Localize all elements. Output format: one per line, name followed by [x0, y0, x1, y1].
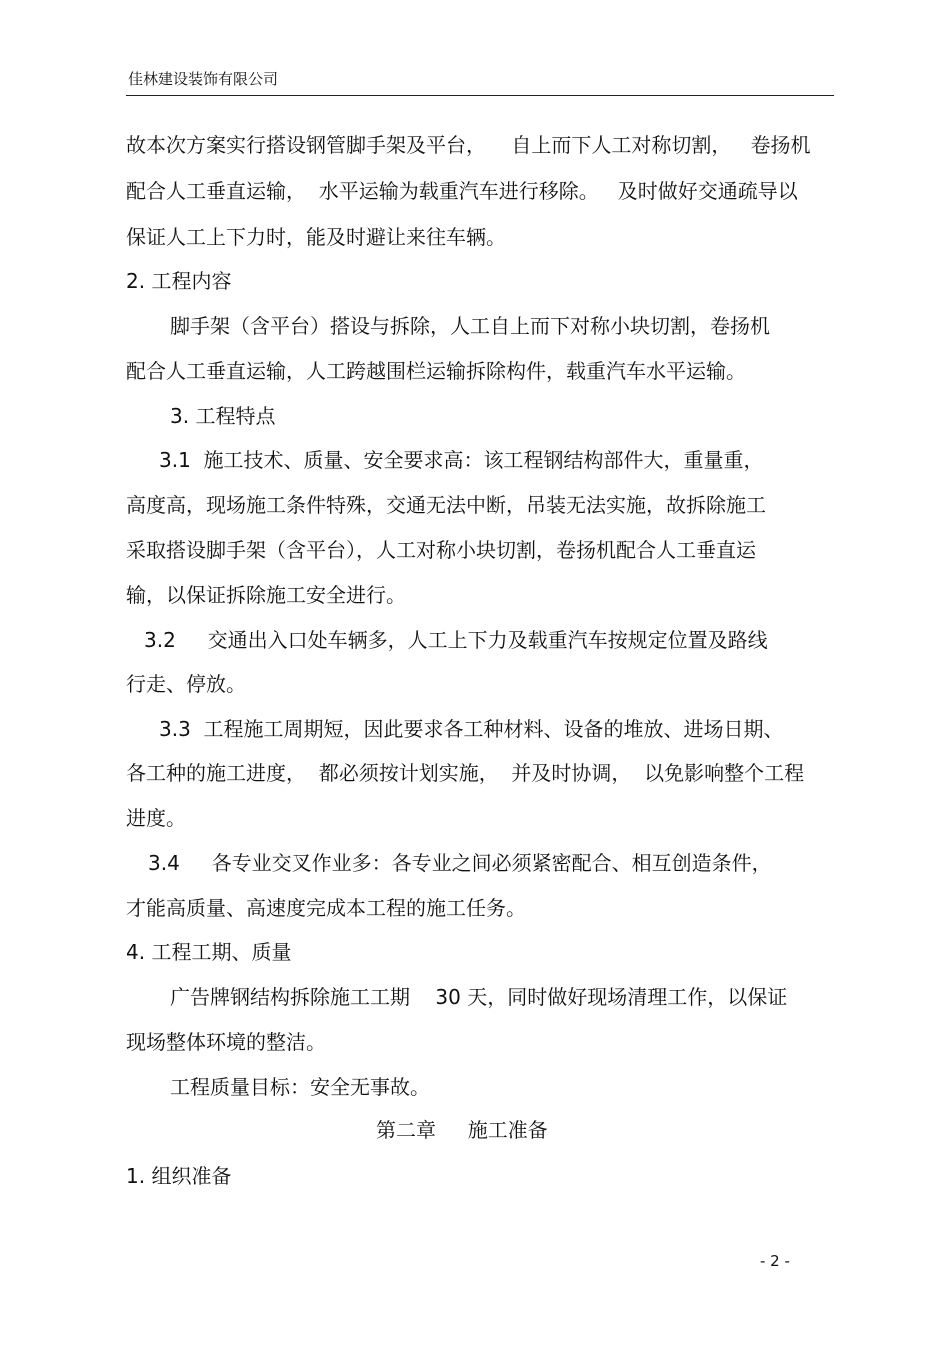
body-line: 高度高，现场施工条件特殊，交通无法中断，吊装无法实施，故拆除施工 [126, 493, 766, 517]
header-divider [126, 95, 834, 96]
chapter-title: 第二章 施工准备 [376, 1118, 548, 1142]
body-line: 进度。 [126, 806, 186, 830]
page-number: - 2 - [760, 1252, 790, 1270]
body-line: 采取搭设脚手架（含平台），人工对称小块切割，卷扬机配合人工垂直运 [126, 538, 756, 562]
body-line: 配合人工垂直运输， 水平运输为载重汽车进行移除。 及时做好交通疏导以 [126, 179, 798, 203]
body-line: 才能高质量、高速度完成本工程的施工任务。 [126, 896, 526, 920]
body-line: 3.4 各专业交叉作业多：各专业之间必须紧密配合、相互创造条件， [148, 851, 772, 875]
body-line: 脚手架（含平台）搭设与拆除，人工自上而下对称小块切割，卷扬机 [170, 314, 770, 338]
body-line: 工程质量目标：安全无事故。 [170, 1075, 430, 1099]
body-line: 现场整体环境的整洁。 [126, 1030, 326, 1054]
body-line: 输，以保证拆除施工安全进行。 [126, 583, 406, 607]
body-line: 3.2 交通出入口处车辆多，人工上下力及载重汽车按规定位置及路线 [144, 628, 768, 652]
body-line: 故本次方案实行搭设钢管脚手架及平台， 自上而下人工对称切割， 卷扬机 [126, 133, 811, 157]
body-line: 广告牌钢结构拆除施工工期 30 天，同时做好现场清理工作，以保证 [170, 985, 788, 1009]
section-heading: 2. 工程内容 [126, 269, 232, 293]
body-line: 3.3 工程施工周期短，因此要求各工种材料、设备的堆放、进场日期、 [159, 717, 784, 741]
section-heading: 3. 工程特点 [170, 404, 276, 428]
section-heading: 4. 工程工期、质量 [126, 940, 292, 964]
company-name: 佳林建设装饰有限公司 [128, 70, 279, 88]
body-line: 配合人工垂直运输，人工跨越围栏运输拆除构件，载重汽车水平运输。 [126, 359, 746, 383]
body-line: 保证人工上下力时，能及时避让来往车辆。 [126, 225, 506, 249]
body-line: 各工种的施工进度， 都必须按计划实施， 并及时协调， 以免影响整个工程 [126, 761, 805, 785]
body-line: 3.1 施工技术、质量、安全要求高：该工程钢结构部件大，重量重， [159, 448, 764, 472]
body-line: 行走、停放。 [126, 672, 246, 696]
section-heading: 1. 组织准备 [126, 1164, 232, 1188]
